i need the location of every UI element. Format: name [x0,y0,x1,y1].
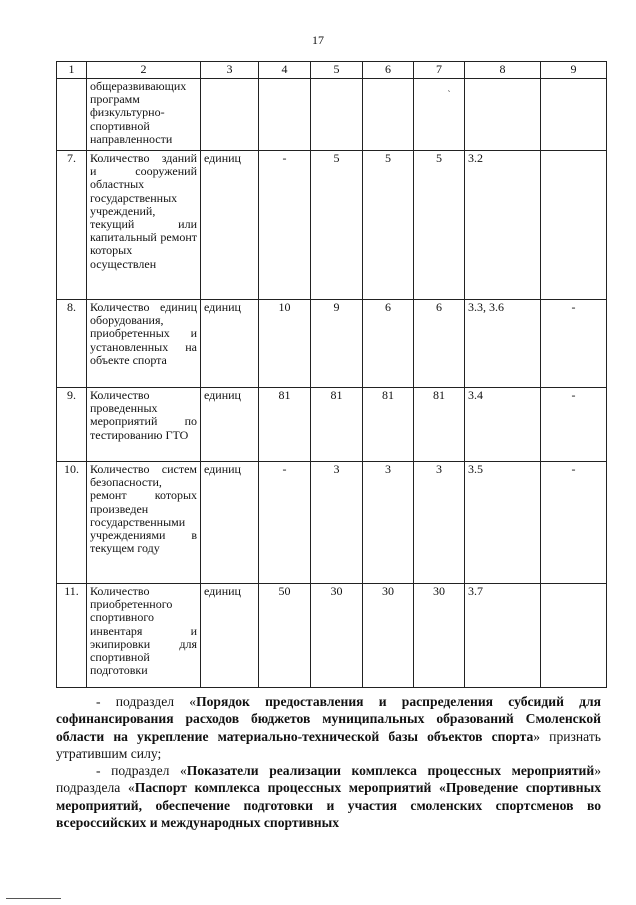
paragraph-text: » подраздела « [56,763,601,796]
table-row [57,462,607,584]
table-row [57,300,607,388]
table-row [57,79,607,151]
value-cell [363,79,414,151]
value-cell: 5 [414,151,465,300]
stray-mark: ` [447,89,451,99]
row-number [57,79,87,151]
paragraph-text: » признать утратившим силу; [56,728,601,761]
indicators-table [56,61,607,688]
value-cell: 5 [311,151,363,300]
reference-cell [465,79,541,151]
paragraph [56,693,601,762]
indicator-name: общеразвивающих программ физкультурно-спортивной направленности [87,79,201,151]
value-cell: 5 [363,151,414,300]
note-cell: - [541,300,607,388]
subsection-title: Порядок предоставления и распределения субсидий для софинансирования расходов бюджетов муниципальных образований Смоленской области на укрепление материально-технической базы объектов спорта [56,694,602,744]
value-cell: 30 [414,584,465,688]
value-cell: 6 [414,300,465,388]
value-cell: 3 [414,462,465,584]
unit-cell: единиц [201,584,259,688]
value-cell: 3 [311,462,363,584]
value-cell: 30 [311,584,363,688]
indicator-name: Количество проведенных мероприятий по тестированию ГТО [87,388,201,462]
unit-cell: единиц [201,462,259,584]
note-cell [541,151,607,300]
header-cell: 4 [259,62,311,79]
footer-rule [6,898,61,899]
header-cell: 5 [311,62,363,79]
table-row [57,584,607,688]
reference-cell: 3.3, 3.6 [465,300,541,388]
subsection-title: Паспорт комплекса процессных мероприятий «Проведение спортивных мероприятий, обеспечение подготовки и участия смоленских спортсменов во всероссийских и международных спортивных [56,780,602,831]
value-cell: 81 [259,388,311,462]
value-cell: 50 [259,584,311,688]
paragraph-text: - подраздел « [96,763,187,779]
note-cell [541,79,607,151]
note-cell [541,584,607,688]
reference-cell: 3.7 [465,584,541,688]
indicator-name: Количество единиц оборудования, приобретенных и установленных на объекте спорта [87,300,201,388]
value-cell: 81 [414,388,465,462]
value-cell: - [259,462,311,584]
subsection-title: Показатели реализации комплекса процессных мероприятий [186,763,595,779]
value-cell: 81 [311,388,363,462]
indicator-name: Количество зданий и сооружений областных государственных учреждений, текущий или капитальный ремонт которых осуществлен [87,151,201,300]
value-cell: 10 [259,300,311,388]
header-cell: 1 [57,62,87,79]
unit-cell: единиц [201,151,259,300]
table-row [57,151,607,300]
value-cell [259,79,311,151]
header-cell: 7 [414,62,465,79]
note-cell: - [541,388,607,462]
paragraph-text: - подраздел « [96,694,197,709]
header-cell: 3 [201,62,259,79]
row-number: 10. [57,462,87,584]
value-cell: 9 [311,300,363,388]
reference-cell: 3.4 [465,388,541,462]
unit-cell [201,79,259,151]
row-number: 11. [57,584,87,688]
value-cell: 3 [363,462,414,584]
row-number: 9. [57,388,87,462]
table-row [57,388,607,462]
row-number: 8. [57,300,87,388]
page-number: 17 [312,33,324,47]
paragraph [56,762,601,831]
unit-cell: единиц [201,388,259,462]
body-text [56,693,601,831]
indicator-name: Количество систем безопасности, ремонт которых произведен государственными учреждениями в текущем году [87,462,201,584]
header-cell: 6 [363,62,414,79]
value-cell [414,79,465,151]
reference-cell: 3.2 [465,151,541,300]
value-cell: - [259,151,311,300]
row-number: 7. [57,151,87,300]
table-header-row [57,62,607,79]
value-cell: 81 [363,388,414,462]
header-cell: 2 [87,62,201,79]
value-cell: 6 [363,300,414,388]
unit-cell: единиц [201,300,259,388]
reference-cell: 3.5 [465,462,541,584]
header-cell: 8 [465,62,541,79]
indicator-name: Количество приобретенного спортивного инвентаря и экипировки для спортивной подготовки [87,584,201,688]
note-cell: - [541,462,607,584]
header-cell: 9 [541,62,607,79]
value-cell: 30 [363,584,414,688]
value-cell [311,79,363,151]
